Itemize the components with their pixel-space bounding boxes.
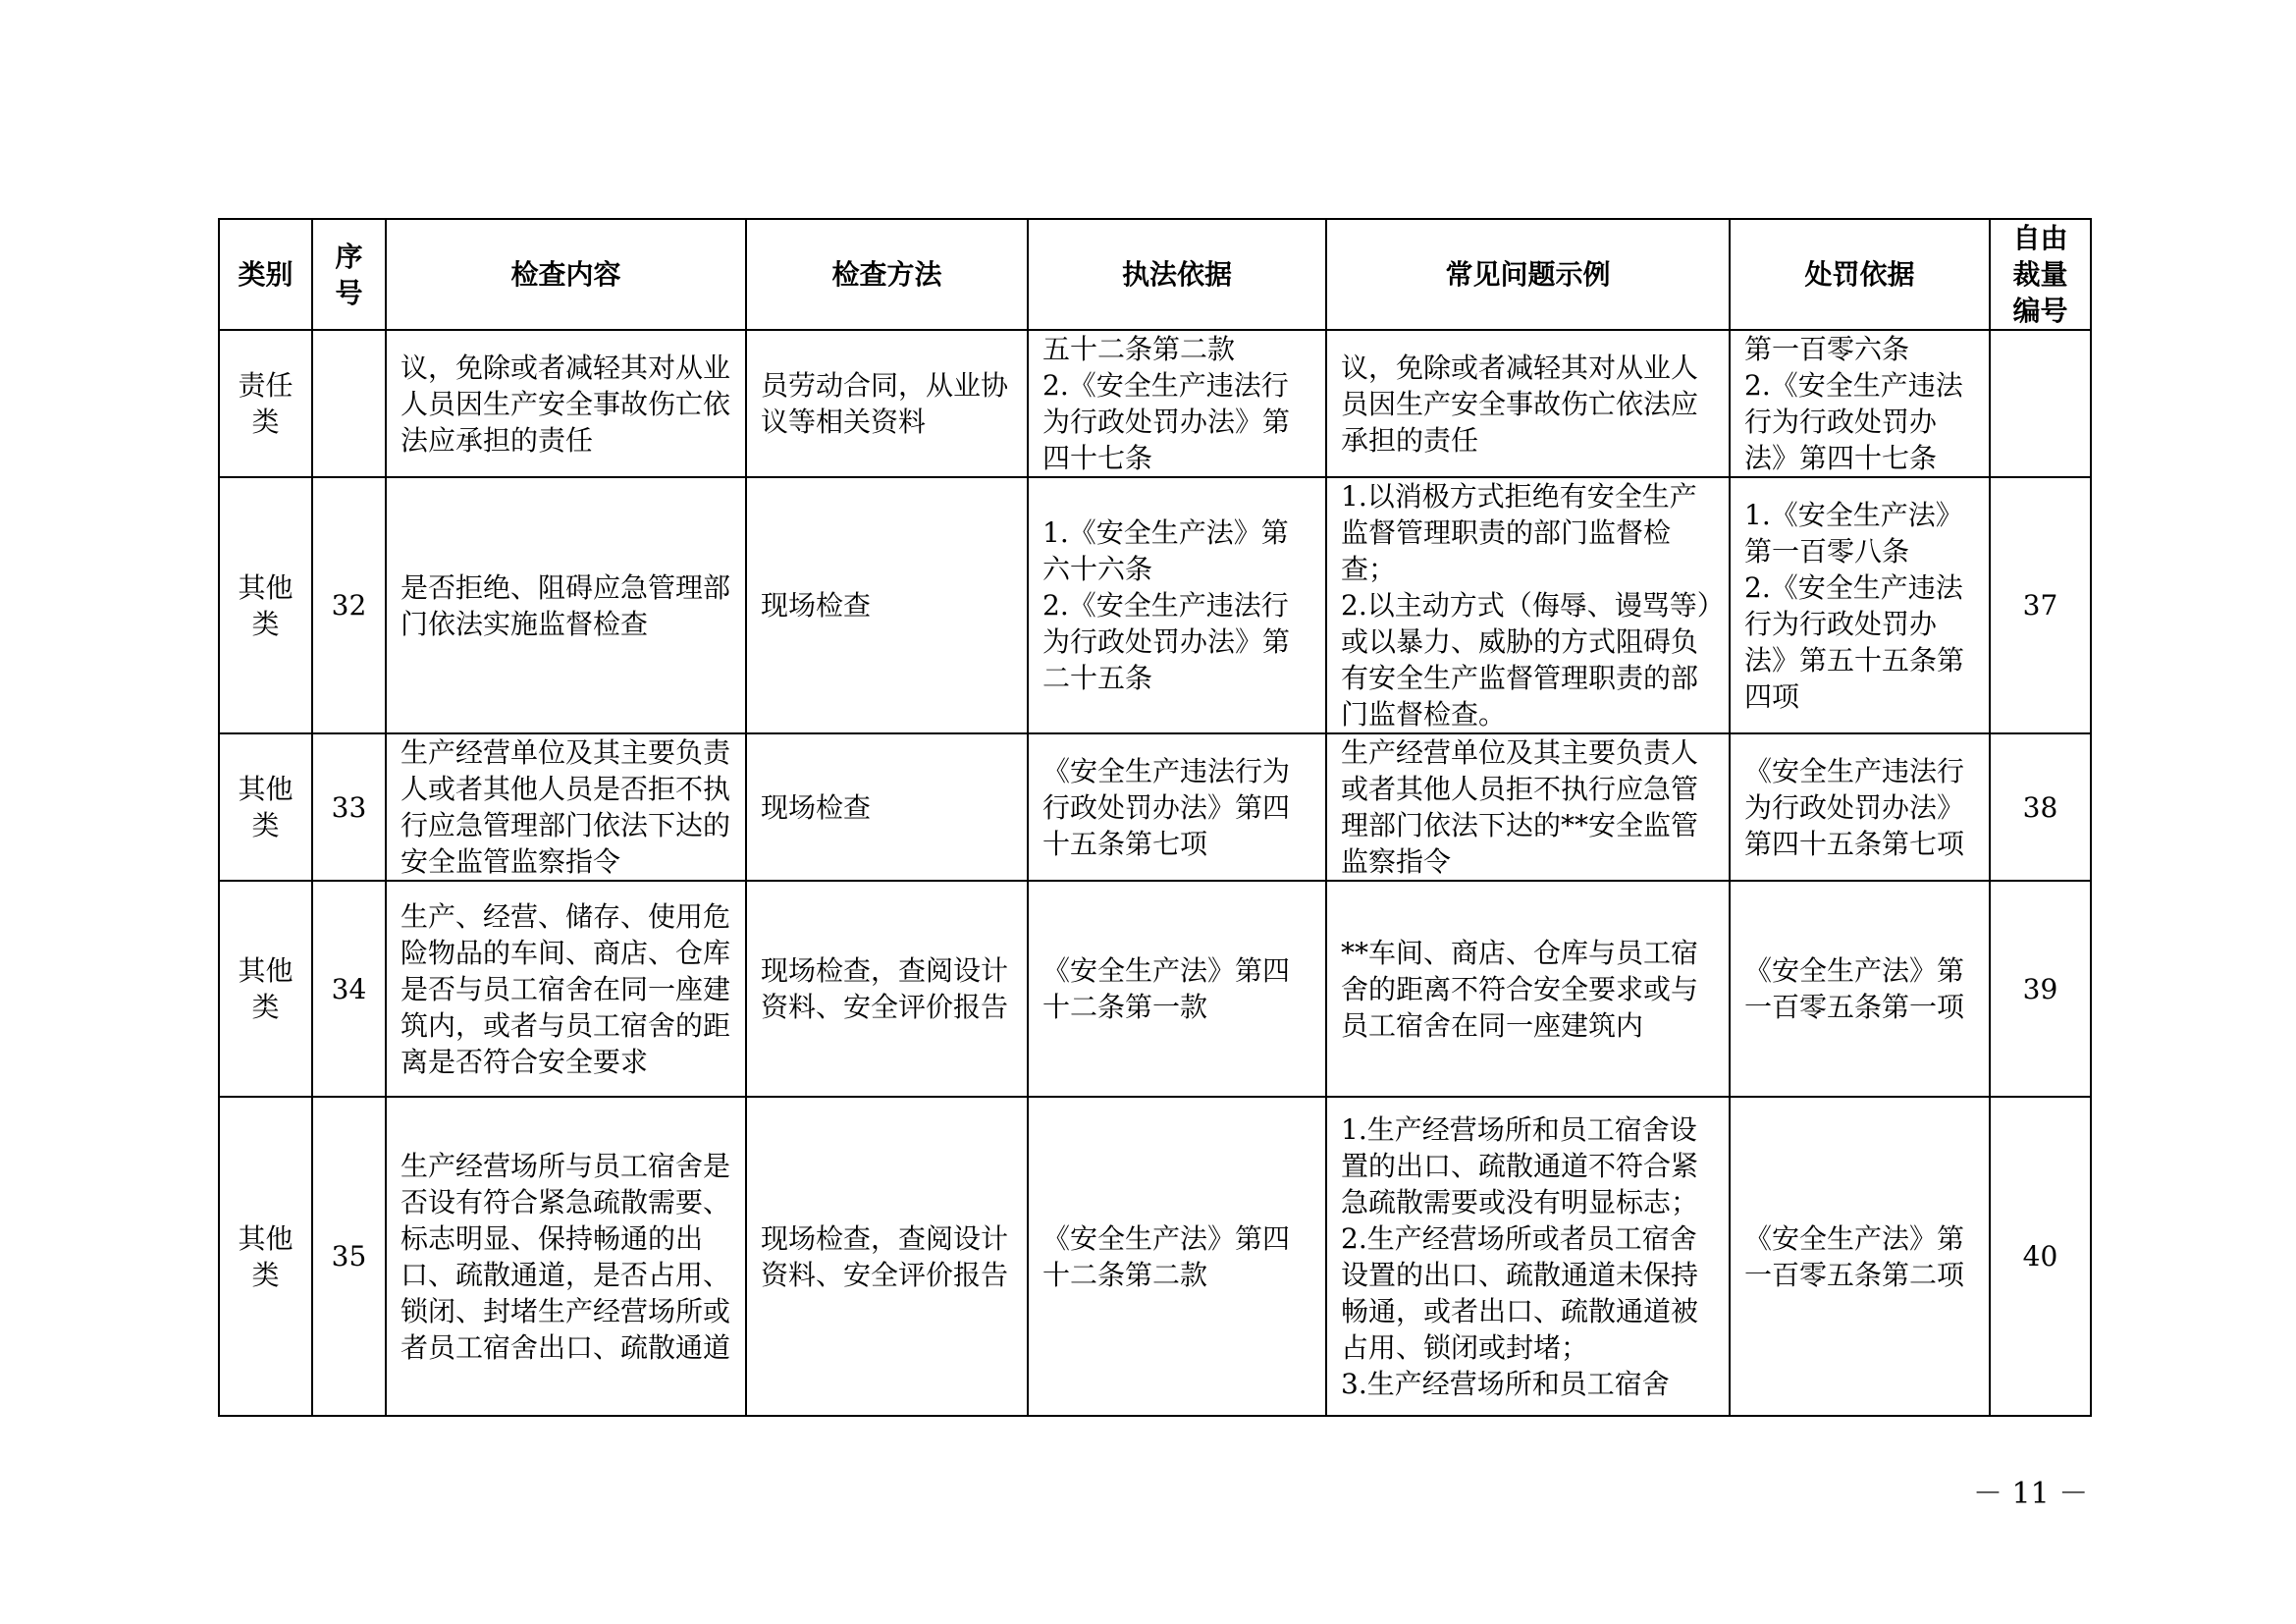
cell-content: 生产经营场所与员工宿舍是否设有符合紧急疏散需要、标志明显、保持畅通的出口、疏散通道，是否占用、锁闭、封堵生产经营场所或者员工宿舍出口、疏散通道 (386, 1097, 746, 1416)
cell-penalty: 《安全生产法》第一百零五条第一项 (1730, 881, 1990, 1097)
table-row (219, 477, 2091, 733)
cell-basis: 五十二条第二款 2.《安全生产违法行为行政处罚办法》第四十七条 (1028, 330, 1326, 477)
cell-problem: 1.以消极方式拒绝有安全生产监督管理职责的部门监督检查； 2.以主动方式（侮辱、谩骂等）或以暴力、威胁的方式阻碍负有安全生产监督管理职责的部门监督检查。 (1326, 477, 1730, 733)
cell-method: 现场检查 (746, 733, 1028, 881)
cell-discretion (1990, 330, 2091, 477)
cell-problem: **车间、商店、仓库与员工宿舍的距离不符合安全要求或与员工宿舍在同一座建筑内 (1326, 881, 1730, 1097)
header-discretion: 自由 裁量 编号 (1990, 219, 2091, 330)
cell-seq: 32 (312, 477, 386, 733)
cell-penalty: 第一百零六条 2.《安全生产违法行为行政处罚办法》第四十七条 (1730, 330, 1990, 477)
cell-content: 生产经营单位及其主要负责人或者其他人员是否拒不执行应急管理部门依法下达的安全监管监察指令 (386, 733, 746, 881)
cell-basis: 《安全生产法》第四十二条第一款 (1028, 881, 1326, 1097)
cell-method: 现场检查 (746, 477, 1028, 733)
header-content: 检查内容 (386, 219, 746, 330)
cell-problem: 生产经营单位及其主要负责人或者其他人员拒不执行应急管理部门依法下达的**安全监管监察指令 (1326, 733, 1730, 881)
cell-discretion: 40 (1990, 1097, 2091, 1416)
cell-penalty: 《安全生产法》第一百零五条第二项 (1730, 1097, 1990, 1416)
header-penalty: 处罚依据 (1730, 219, 1990, 330)
cell-problem: 1.生产经营场所和员工宿舍设置的出口、疏散通道不符合紧急疏散需要或没有明显标志； 2.生产经营场所或者员工宿舍设置的出口、疏散通道未保持畅通，或者出口、疏散通道被占用、锁闭或封堵； 3.生产经营场所和员工宿舍 (1326, 1097, 1730, 1416)
cell-penalty: 《安全生产违法行为行政处罚办法》第四十五条第七项 (1730, 733, 1990, 881)
header-basis: 执法依据 (1028, 219, 1326, 330)
cell-basis: 《安全生产违法行为行政处罚办法》第四十五条第七项 (1028, 733, 1326, 881)
header-problem: 常见问题示例 (1326, 219, 1730, 330)
cell-basis: 1.《安全生产法》第六十六条 2.《安全生产违法行为行政处罚办法》第二十五条 (1028, 477, 1326, 733)
cell-category: 其他 类 (219, 1097, 312, 1416)
cell-method: 现场检查，查阅设计资料、安全评价报告 (746, 1097, 1028, 1416)
cell-discretion: 39 (1990, 881, 2091, 1097)
cell-seq: 33 (312, 733, 386, 881)
page-number: － 11 － (1973, 1477, 2089, 1511)
header-category: 类别 (219, 219, 312, 330)
header-method: 检查方法 (746, 219, 1028, 330)
cell-method: 现场检查，查阅设计资料、安全评价报告 (746, 881, 1028, 1097)
cell-seq (312, 330, 386, 477)
cell-discretion: 38 (1990, 733, 2091, 881)
cell-content: 生产、经营、储存、使用危险物品的车间、商店、仓库是否与员工宿舍在同一座建筑内，或者与员工宿舍的距离是否符合安全要求 (386, 881, 746, 1097)
cell-category: 责任 类 (219, 330, 312, 477)
cell-penalty: 1.《安全生产法》第一百零八条 2.《安全生产违法行为行政处罚办法》第五十五条第四项 (1730, 477, 1990, 733)
cell-category: 其他 类 (219, 477, 312, 733)
table-row (219, 1097, 2091, 1416)
table-row (219, 881, 2091, 1097)
table-row (219, 330, 2091, 477)
cell-basis: 《安全生产法》第四十二条第二款 (1028, 1097, 1326, 1416)
cell-content: 议，免除或者减轻其对从业人员因生产安全事故伤亡依法应承担的责任 (386, 330, 746, 477)
cell-seq: 34 (312, 881, 386, 1097)
cell-category: 其他 类 (219, 733, 312, 881)
table-header-row (219, 219, 2091, 330)
cell-problem: 议，免除或者减轻其对从业人员因生产安全事故伤亡依法应承担的责任 (1326, 330, 1730, 477)
cell-content: 是否拒绝、阻碍应急管理部门依法实施监督检查 (386, 477, 746, 733)
cell-discretion: 37 (1990, 477, 2091, 733)
cell-method: 员劳动合同，从业协议等相关资料 (746, 330, 1028, 477)
cell-seq: 35 (312, 1097, 386, 1416)
header-seq: 序 号 (312, 219, 386, 330)
inspection-table (218, 218, 2092, 1417)
cell-category: 其他 类 (219, 881, 312, 1097)
table-row (219, 733, 2091, 881)
